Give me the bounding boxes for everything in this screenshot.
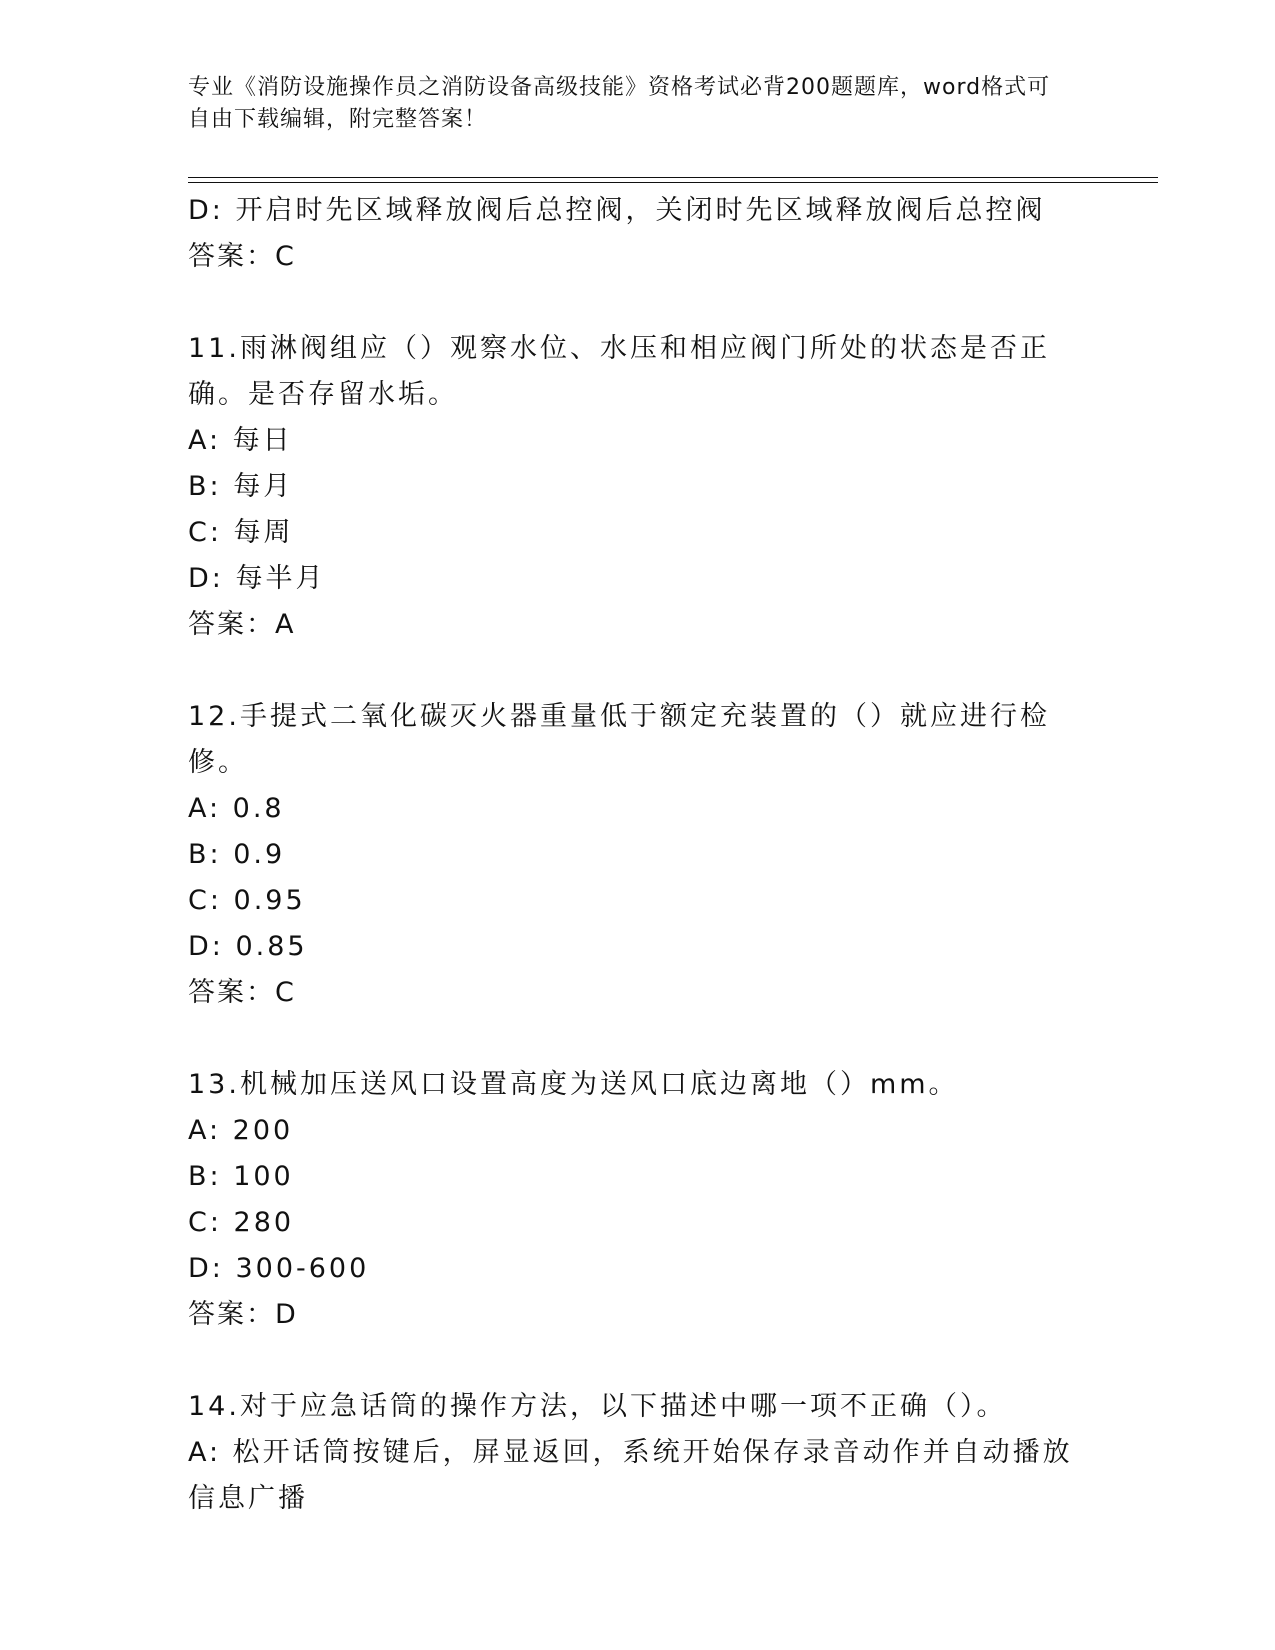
spacer <box>188 648 1088 694</box>
q11-option-c: C: 每周 <box>188 517 294 548</box>
q13-stem: 13.机械加压送风口设置高度为送风口底边离地（）mm。 <box>188 1069 959 1100</box>
spacer <box>188 280 1088 326</box>
q13-option-b: B: 100 <box>188 1161 294 1192</box>
q12-option-a: A: 0.8 <box>188 793 285 824</box>
q13-option-d: D: 300-600 <box>188 1253 370 1284</box>
q12-answer: 答案：C <box>188 977 296 1008</box>
q11-stem: 11.雨淋阀组应（）观察水位、水压和相应阀门所处的状态是否正确。是否存留水垢。 <box>188 333 1050 410</box>
prev-answer: 答案：C <box>188 241 296 272</box>
spacer <box>188 1338 1088 1384</box>
spacer <box>188 1016 1088 1062</box>
q14-option-a: A: 松开话筒按键后，屏显返回，系统开始保存录音动作并自动播放信息广播 <box>188 1437 1073 1514</box>
header-rule-bottom <box>188 182 1158 183</box>
q11-option-a: A: 每日 <box>188 425 293 456</box>
q12-option-b: B: 0.9 <box>188 839 286 870</box>
header-rule-top <box>188 177 1158 178</box>
q11-option-d: D: 每半月 <box>188 563 326 594</box>
q12-option-c: C: 0.95 <box>188 885 306 916</box>
document-header: 专业《消防设施操作员之消防设备高级技能》资格考试必背200题题库，word格式可自由下载编辑，附完整答案！ <box>188 75 1051 132</box>
q14-stem: 14.对于应急话筒的操作方法，以下描述中哪一项不正确（）。 <box>188 1391 1007 1422</box>
q11-answer: 答案：A <box>188 609 296 640</box>
q13-option-c: C: 280 <box>188 1207 295 1238</box>
q13-answer: 答案：D <box>188 1299 298 1330</box>
prev-option-d: D: 开启时先区域释放阀后总控阀，关闭时先区域释放阀后总控阀 <box>188 195 1046 226</box>
q11-option-b: B: 每月 <box>188 471 294 502</box>
q12-option-d: D: 0.85 <box>188 931 308 962</box>
question-list <box>188 188 1088 1522</box>
q13-option-a: A: 200 <box>188 1115 294 1146</box>
q12-stem: 12.手提式二氧化碳灭火器重量低于额定充装置的（）就应进行检修。 <box>188 701 1050 778</box>
